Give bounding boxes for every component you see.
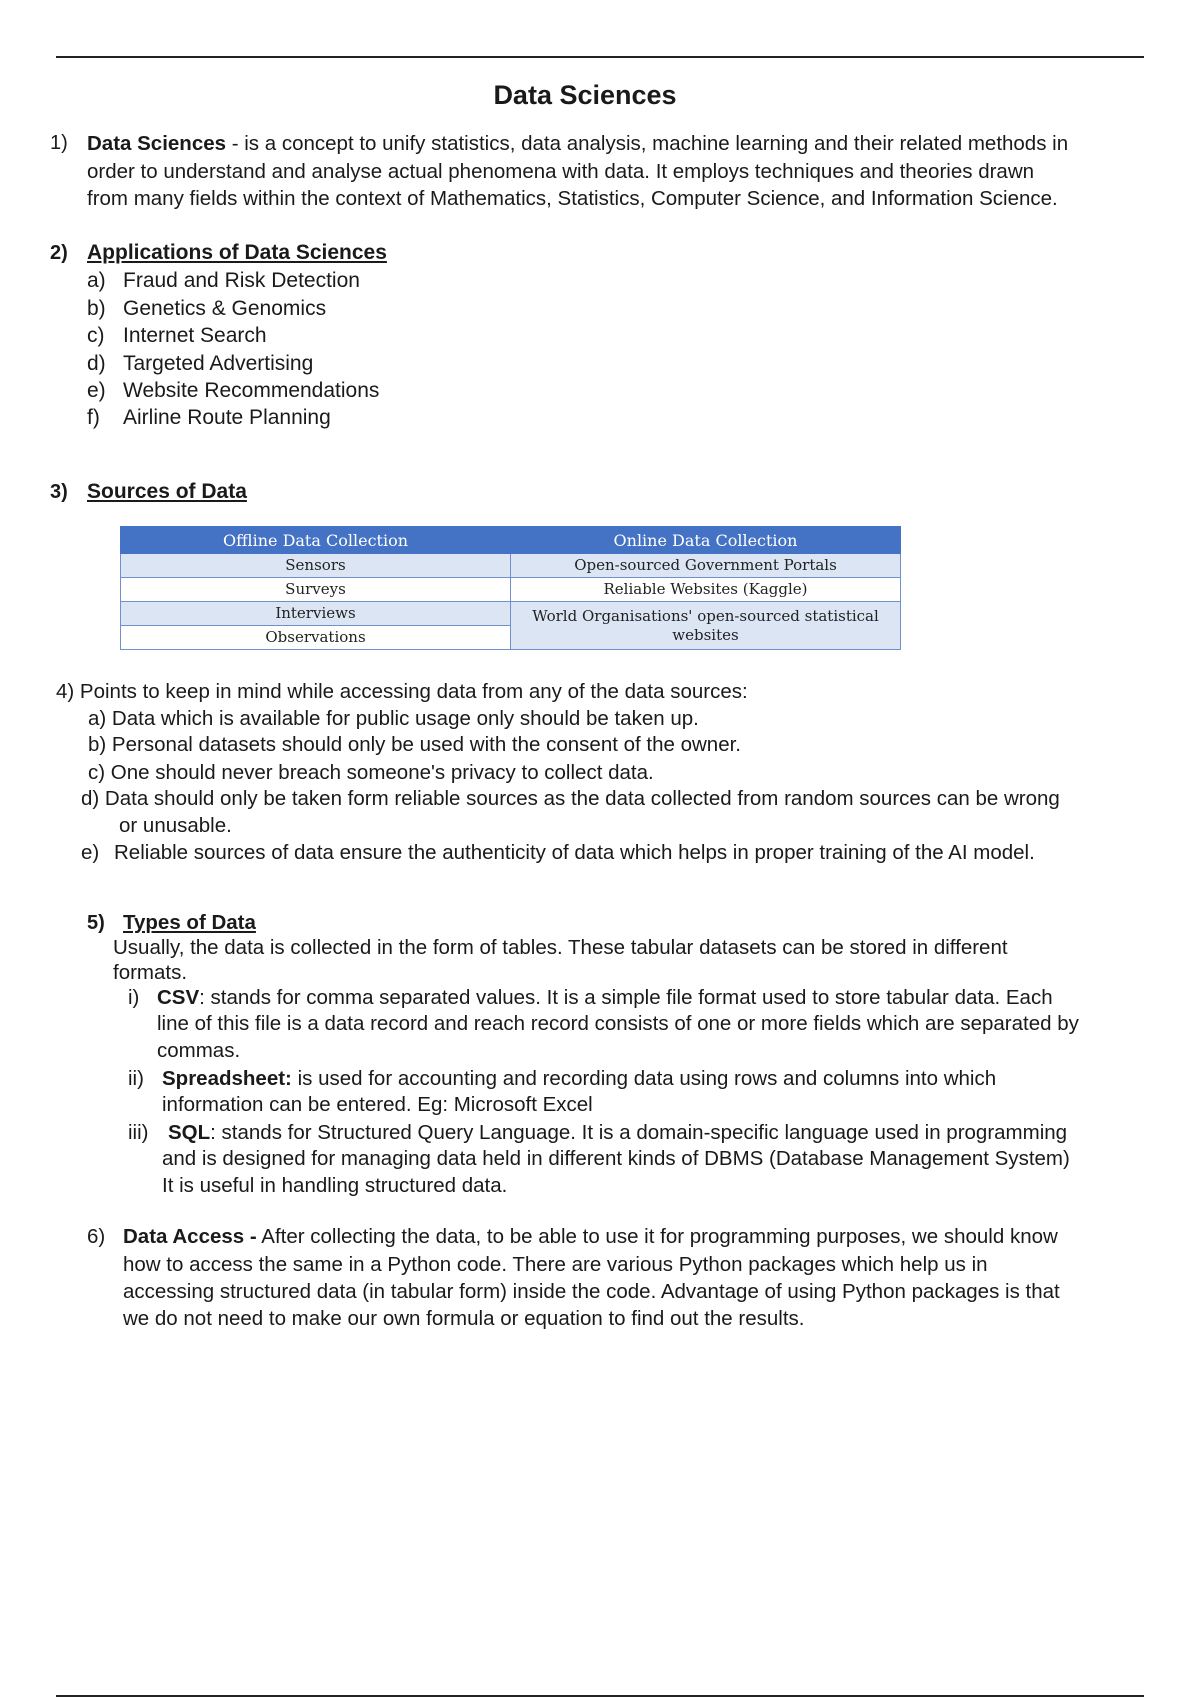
s2-item-marker: d) xyxy=(87,352,106,375)
s4-point-e-marker: e) xyxy=(81,841,100,864)
spreadsheet-text: is used for accounting and recording data using rows and columns into which xyxy=(291,1067,997,1090)
bottom-rule xyxy=(56,1695,1144,1697)
s2-item: Internet Search xyxy=(123,324,267,347)
table-cell: Observations xyxy=(121,626,511,650)
table-header-offline: Offline Data Collection xyxy=(121,527,511,554)
s2-item-marker: c) xyxy=(87,324,105,347)
s1-number: 1) xyxy=(50,132,68,154)
s5-i-line-2: line of this file is a data record and reach record consists of one or more fields which are separated by xyxy=(157,1012,1079,1035)
data-access-text: After collecting the data, to be able to use it for programming purposes, we should know xyxy=(256,1225,1058,1248)
sources-table xyxy=(120,526,901,650)
s5-iii-line-2: and is designed for managing data held in different kinds of DBMS (Database Management System) xyxy=(162,1147,1070,1170)
s5-heading: Types of Data xyxy=(123,911,256,934)
sql-term: SQL xyxy=(168,1121,211,1144)
csv-term: CSV xyxy=(157,986,200,1009)
s3-number: 3) xyxy=(50,481,68,503)
s3-heading: Sources of Data xyxy=(87,480,247,503)
s5-i-marker: i) xyxy=(128,986,140,1009)
table-cell: Reliable Websites (Kaggle) xyxy=(511,578,901,602)
s6-line-4: we do not need to make our own formula or equation to find out the results. xyxy=(123,1307,805,1330)
table-row xyxy=(121,554,901,578)
s1-text: - is a concept to unify statistics, data analysis, machine learning and their related methods in xyxy=(226,132,1069,155)
table-cell: Interviews xyxy=(121,602,511,626)
table-cell: Surveys xyxy=(121,578,511,602)
table-header-online: Online Data Collection xyxy=(511,527,901,554)
s1-term: Data Sciences xyxy=(87,132,227,155)
s6-line-3: accessing structured data (in tabular form) inside the code. Advantage of using Python packages is that xyxy=(123,1280,1060,1303)
s2-number: 2) xyxy=(50,242,68,264)
s5-iii-line-1 xyxy=(168,1121,1067,1145)
s2-item: Fraud and Risk Detection xyxy=(123,269,360,292)
s5-ii-line-1 xyxy=(162,1067,996,1091)
s6-number: 6) xyxy=(87,1225,106,1248)
table-header-row xyxy=(121,527,901,554)
s5-ii-marker: ii) xyxy=(128,1067,144,1090)
s5-iii-line-3: It is useful in handling structured data. xyxy=(162,1174,508,1197)
s4-point-c: c) One should never breach someone's privacy to collect data. xyxy=(88,761,654,784)
s5-i-line-1 xyxy=(157,986,1053,1010)
s4-point-e: Reliable sources of data ensure the authenticity of data which helps in proper training of the AI model. xyxy=(114,841,1035,864)
top-rule xyxy=(56,56,1144,58)
s5-intro-1: Usually, the data is collected in the form of tables. These tabular datasets can be stored in different xyxy=(113,936,1008,959)
sql-text: : stands for Structured Query Language. It is a domain-specific language used in programming xyxy=(210,1121,1068,1144)
s4-point-a: a) Data which is available for public usage only should be taken up. xyxy=(88,707,699,730)
table-cell: Sensors xyxy=(121,554,511,578)
s4-heading: 4) Points to keep in mind while accessing data from any of the data sources: xyxy=(56,680,748,703)
s5-iii-marker: iii) xyxy=(128,1121,149,1144)
s2-item-marker: a) xyxy=(87,269,106,292)
s2-heading: Applications of Data Sciences xyxy=(87,241,387,264)
s1-line-2: order to understand and analyse actual phenomena with data. It employs techniques and theories drawn xyxy=(87,160,1035,183)
s4-point-d: d) Data should only be taken form reliable sources as the data collected from random sources can be wrong xyxy=(81,787,1060,810)
table-cell: Open-sourced Government Portals xyxy=(511,554,901,578)
data-access-term: Data Access - xyxy=(123,1225,257,1248)
s4-point-b: b) Personal datasets should only be used with the consent of the owner. xyxy=(88,733,741,756)
s2-item: Website Recommendations xyxy=(123,379,380,402)
table-row xyxy=(121,578,901,602)
s5-ii-line-2: information can be entered. Eg: Microsoft Excel xyxy=(162,1093,593,1116)
table-row xyxy=(121,602,901,626)
s6-line-1 xyxy=(123,1225,1058,1249)
s2-item-marker: e) xyxy=(87,379,106,402)
s2-item: Genetics & Genomics xyxy=(123,297,327,320)
csv-text: : stands for comma separated values. It is a simple file format used to store tabular data. Each xyxy=(199,986,1053,1009)
s6-line-2: how to access the same in a Python code. There are various Python packages which help us in xyxy=(123,1253,988,1276)
s2-item-marker: f) xyxy=(87,406,100,429)
table-cell: World Organisations' open-sourced statistical websites xyxy=(511,602,901,650)
s2-item: Airline Route Planning xyxy=(123,406,331,429)
s2-item: Targeted Advertising xyxy=(123,352,314,375)
spreadsheet-term: Spreadsheet: xyxy=(162,1067,292,1090)
s5-number: 5) xyxy=(87,912,105,934)
s4-point-d-cont: or unusable. xyxy=(119,814,232,837)
s1-line-1 xyxy=(87,132,1068,156)
s2-item-marker: b) xyxy=(87,297,106,320)
s5-intro-2: formats. xyxy=(113,961,188,984)
page-title: Data Sciences xyxy=(493,80,677,110)
s5-i-line-3: commas. xyxy=(157,1039,241,1062)
s1-line-3: from many fields within the context of Mathematics, Statistics, Computer Science, and Information Science. xyxy=(87,187,1058,210)
